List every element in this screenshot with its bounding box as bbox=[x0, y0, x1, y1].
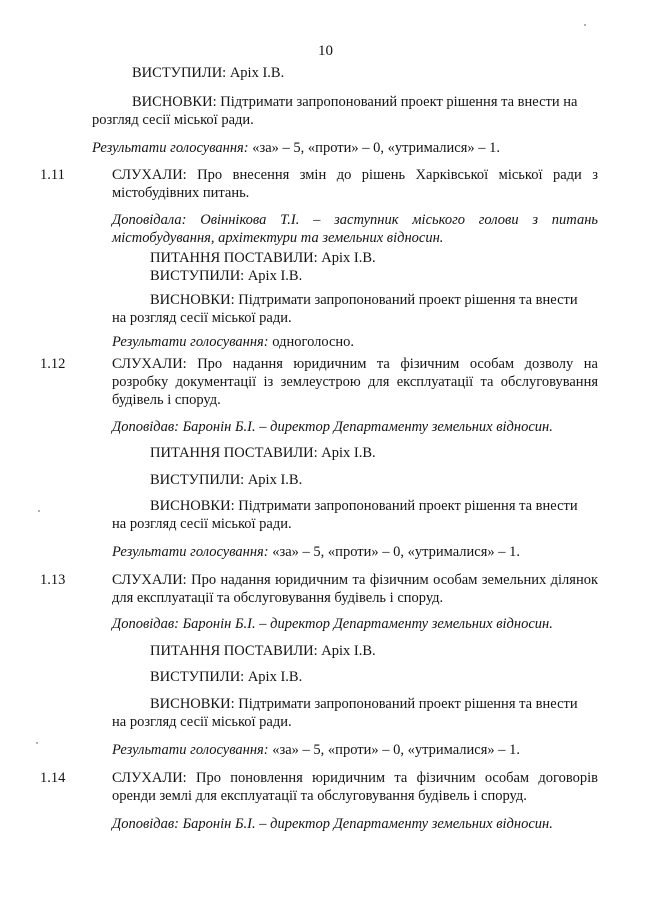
vote-result bbox=[112, 543, 520, 561]
vote-value: «за» – 5, «проти» – 0, «утрималися» – 1. bbox=[252, 140, 500, 156]
vote-result bbox=[112, 333, 354, 351]
heard-text: СЛУХАЛИ: Про надання юридичним та фізичним особам земельних ділянок для експлуатації та обслуговування будівель і споруд. bbox=[112, 572, 598, 606]
vote-label: Результати голосування: bbox=[112, 742, 269, 758]
scan-speck bbox=[36, 742, 38, 744]
scan-speck bbox=[584, 24, 586, 26]
item-number: 1.14 bbox=[40, 770, 66, 786]
item-number: 1.13 bbox=[40, 572, 66, 588]
conclusion-line-cont: на розгляд сесії міської ради. bbox=[112, 310, 292, 326]
questions-line: ПИТАННЯ ПОСТАВИЛИ: Аріх І.В. bbox=[150, 643, 376, 659]
heard-text: СЛУХАЛИ: Про поновлення юридичним та фізичним особам договорів оренди землі для експлуатації та обслуговування будівель і споруд. bbox=[112, 770, 598, 804]
conclusion-line: ВИСНОВКИ: Підтримати запропонований проект рішення та внести на bbox=[132, 94, 578, 110]
conclusion-line: ВИСНОВКИ: Підтримати запропонований проект рішення та внести bbox=[150, 498, 578, 514]
conclusion-line-cont: на розгляд сесії міської ради. bbox=[112, 714, 292, 730]
vote-value: одноголосно. bbox=[272, 334, 355, 350]
page-number: 10 bbox=[318, 43, 333, 59]
item-number: 1.12 bbox=[40, 356, 66, 372]
reporter-text: Доповідав: Баронін Б.І. – директор Департаменту земельних відносин. bbox=[112, 616, 553, 632]
conclusion-line-cont: розгляд сесії міської ради. bbox=[92, 112, 254, 128]
conclusion-line-cont: на розгляд сесії міської ради. bbox=[112, 516, 292, 532]
speakers-line: ВИСТУПИЛИ: Аріх І.В. bbox=[150, 669, 303, 685]
heard-text: СЛУХАЛИ: Про надання юридичним та фізичним особам дозволу на розробку документації із землеустрою для експлуатації та обслуговування будівель і споруд. bbox=[112, 356, 598, 408]
speakers-line: ВИСТУПИЛИ: Аріх І.В. bbox=[150, 472, 303, 488]
questions-line: ПИТАННЯ ПОСТАВИЛИ: Аріх І.В. bbox=[150, 445, 376, 461]
reporter-text: Доповідала: Овіннікова Т.І. – заступник міського голови з питань містобудування, архітектури та земельних відносин. bbox=[112, 212, 598, 246]
questions-line: ПИТАННЯ ПОСТАВИЛИ: Аріх І.В. bbox=[150, 250, 376, 266]
vote-label: Результати голосування: bbox=[112, 334, 269, 350]
vote-label: Результати голосування: bbox=[92, 140, 249, 156]
reporter-text: Доповідав: Баронін Б.І. – директор Департаменту земельних відносин. bbox=[112, 816, 553, 832]
vote-result bbox=[92, 139, 500, 157]
vote-value: «за» – 5, «проти» – 0, «утрималися» – 1. bbox=[272, 742, 520, 758]
speakers-line: ВИСТУПИЛИ: Аріх І.В. bbox=[132, 65, 285, 81]
conclusion-line: ВИСНОВКИ: Підтримати запропонований проект рішення та внести bbox=[150, 696, 578, 712]
reporter-text: Доповідав: Баронін Б.І. – директор Департаменту земельних відносин. bbox=[112, 419, 553, 435]
heard-text: СЛУХАЛИ: Про внесення змін до рішень Харківської міської ради з містобудівних питань. bbox=[112, 167, 598, 201]
vote-value: «за» – 5, «проти» – 0, «утрималися» – 1. bbox=[272, 544, 520, 560]
item-number: 1.11 bbox=[40, 167, 65, 183]
vote-label: Результати голосування: bbox=[112, 544, 269, 560]
scan-speck bbox=[38, 510, 40, 512]
conclusion-line: ВИСНОВКИ: Підтримати запропонований проект рішення та внести bbox=[150, 292, 578, 308]
vote-result bbox=[112, 741, 520, 759]
speakers-line: ВИСТУПИЛИ: Аріх І.В. bbox=[150, 268, 303, 284]
